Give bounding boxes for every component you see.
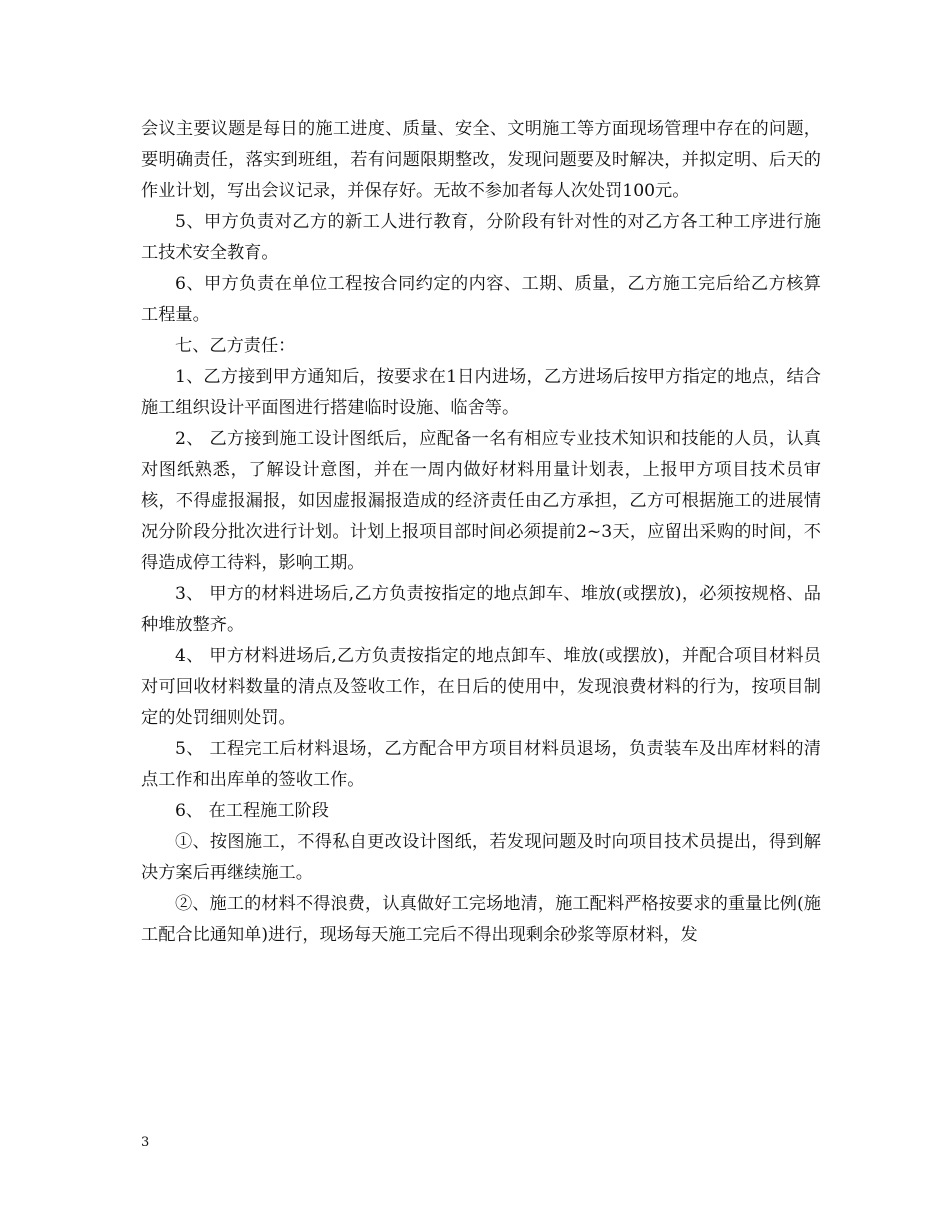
- paragraph: 2、 乙方接到施工设计图纸后，应配备一名有相应专业技术知识和技能的人员，认真对图纸熟悉，了解设计意图，并在一周内做好材料用量计划表，上报甲方项目技术员审核，不得虚报漏报，如因虚报漏报造成的经济责任由乙方承担，乙方可根据施工的进展情况分阶段分批次进行计划。计划上报项目部时间必须提前2~3天，应留出采购的时间，不得造成停工待料，影响工期。: [141, 429, 821, 573]
- section-heading: 七、乙方责任：: [175, 336, 296, 356]
- paragraph: 6、 在工程施工阶段: [175, 801, 329, 821]
- paragraph: ②、施工的材料不得浪费，认真做好工完场地清，施工配料严格按要求的重量比例(施工配合比通知单)进行，现场每天施工完后不得出现剩余砂浆等原材料，发: [141, 894, 821, 945]
- paragraph: ①、按图施工，不得私自更改设计图纸，若发现问题及时向项目技术员提出，得到解决方案后再继续施工。: [141, 832, 821, 883]
- paragraph: 会议主要议题是每日的施工进度、质量、安全、文明施工等方面现场管理中存在的问题，要明确责任，落实到班组，若有问题限期整改，发现问题要及时解决，并拟定明、后天的作业计划，写出会议记录，并保存好。无故不参加者每人次处罚100元。: [141, 119, 821, 201]
- paragraph: 4、 甲方材料进场后,乙方负责按指定的地点卸车、堆放(或摆放)，并配合项目材料员对可回收材料数量的清点及签收工作，在日后的使用中，发现浪费材料的行为，按项目制定的处罚细则处罚。: [141, 646, 821, 728]
- paragraph: 5、甲方负责对乙方的新工人进行教育，分阶段有针对性的对乙方各工种工序进行施工技术安全教育。: [141, 212, 821, 263]
- paragraph: 3、 甲方的材料进场后,乙方负责按指定的地点卸车、堆放(或摆放)，必须按规格、品种堆放整齐。: [141, 584, 821, 635]
- page-number: 3: [141, 1135, 150, 1150]
- paragraph: 5、 工程完工后材料退场，乙方配合甲方项目材料员退场，负责装车及出库材料的清点工作和出库单的签收工作。: [141, 739, 821, 790]
- paragraph: 6、甲方负责在单位工程按合同约定的内容、工期、质量，乙方施工完后给乙方核算工程量。: [141, 274, 821, 325]
- document-body: [141, 114, 821, 951]
- paragraph: 1、乙方接到甲方通知后，按要求在1日内进场，乙方进场后按甲方指定的地点，结合施工组织设计平面图进行搭建临时设施、临舍等。: [141, 367, 821, 418]
